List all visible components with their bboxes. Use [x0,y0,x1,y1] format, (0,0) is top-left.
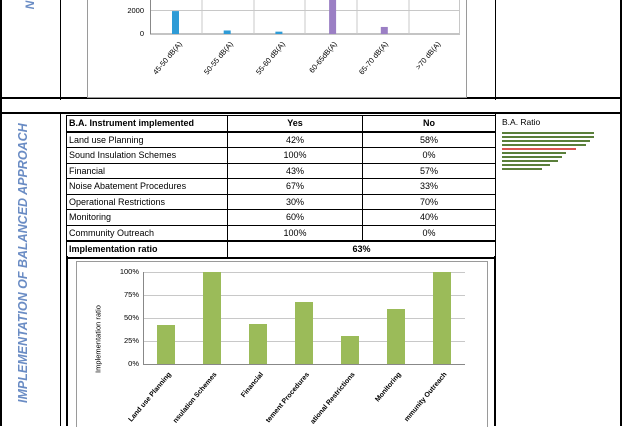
ratio-label: Implementation ratio [67,241,228,258]
top-chart-tick-label: >70 dB(A) [413,39,442,72]
header-no: No [363,116,496,132]
row-no: 58% [363,132,496,148]
ba-ratio-bar [502,136,594,138]
divider-top-right [495,0,496,100]
top-chart-ytick-2000: 2000 [127,6,144,15]
top-chart-tick-label: 65-70 dB(A) [357,39,391,77]
impl-chart-tick-label: tement Procedures [264,371,311,425]
divider-bottom-left [60,114,61,426]
top-section-side-label: N [23,0,37,10]
row-yes: 60% [228,210,363,226]
table-header-row [67,116,496,132]
header-instrument: B.A. Instrument implemented [67,116,228,132]
top-chart-bar [329,0,336,34]
impl-chart-bar [295,302,313,364]
table-row [67,225,496,241]
row-label: Operational Restrictions [67,194,228,210]
impl-chart-gridline [143,272,465,273]
row-yes: 30% [228,194,363,210]
table-row [67,148,496,164]
row-label: Financial [67,163,228,179]
row-no: 57% [363,163,496,179]
row-yes: 100% [228,148,363,164]
table-row [67,210,496,226]
impl-chart-tick-label: Land use Planning [127,371,173,424]
impl-chart-bar [203,272,221,364]
divider-top-left [60,0,61,100]
outer-border-left-mid [0,99,2,114]
ba-ratio-bar [502,144,586,146]
row-no: 40% [363,210,496,226]
ba-ratio-bar [502,148,576,150]
impl-chart-ytick: 50% [123,313,139,322]
top-chart-tick-label: 45-50 dB(A) [150,39,184,77]
impl-chart-ytick: 75% [123,290,139,299]
top-chart-tick-label: 55-60 dB(A) [253,39,287,77]
impl-chart-bar [387,309,405,364]
row-no: 33% [363,179,496,195]
outer-border-left-bottom [0,114,2,426]
row-label: Community Outreach [67,225,228,241]
outer-border-left-top [0,0,2,100]
impl-chart-ytick: 25% [123,336,139,345]
impl-chart-tick-label: Monitoring [374,371,403,404]
top-chart-tick-label: 50-55 dB(A) [202,39,236,77]
table-row [67,132,496,148]
top-chart-tick-label: 60-65dB(A) [307,39,339,75]
table-row [67,194,496,210]
impl-chart-bar [249,324,267,364]
impl-chart-x-axis [143,364,465,365]
header-yes: Yes [228,116,363,132]
row-no: 0% [363,148,496,164]
bottom-section-side-label: IMPLEMENTATION OF BALANCED APPROACH [16,123,30,403]
impl-chart-bar [157,325,175,364]
row-yes: 43% [228,163,363,179]
row-yes: 67% [228,179,363,195]
ba-ratio-bar [502,156,562,158]
ba-ratio-bar [502,160,558,162]
ba-ratio-bar [502,164,550,166]
row-label: Monitoring [67,210,228,226]
implementation-ratio-row [67,241,496,258]
top-chart-bar [172,11,179,34]
top-chart-bar [381,27,388,34]
ba-ratio-bar [502,168,542,170]
lower-chart-left-border [66,256,68,426]
impl-chart-tick-label: ational Restrictions [309,371,357,426]
impl-chart-y-label: Implementation ratio [93,305,103,373]
lower-chart-right-border [494,256,496,426]
impl-chart-bar [341,336,359,364]
ba-ratio-bar [502,152,566,154]
table-row [67,163,496,179]
ba-ratio-title: B.A. Ratio [502,117,541,127]
impl-chart-tick-label: Financial [239,371,265,399]
impl-chart-tick-label: mmunity Outreach [403,371,449,424]
top-chart-plot [150,0,460,36]
ba-ratio-bar [502,140,590,142]
impl-chart-bar [433,272,451,364]
ba-ratio-bar [502,132,594,134]
row-yes: 100% [228,225,363,241]
row-no: 70% [363,194,496,210]
top-chart-bar [275,32,282,34]
impl-chart-y-axis [143,272,144,365]
impl-chart-tick-label: nsulation Schemes [172,371,219,425]
table-row [67,179,496,195]
row-yes: 42% [228,132,363,148]
impl-chart-ytick: 0% [128,359,139,368]
top-chart-bar [224,30,231,34]
ba-instrument-table [66,115,496,259]
row-label: Sound Insulation Schemes [67,148,228,164]
section-separator-2 [0,112,622,114]
row-label: Noise Abatement Procedures [67,179,228,195]
top-chart-ytick-0: 0 [139,29,144,38]
row-label: Land use Planning [67,132,228,148]
row-no: 0% [363,225,496,241]
ratio-value: 63% [228,241,496,258]
impl-chart-gridline [143,295,465,296]
impl-chart-ytick: 100% [119,267,139,276]
